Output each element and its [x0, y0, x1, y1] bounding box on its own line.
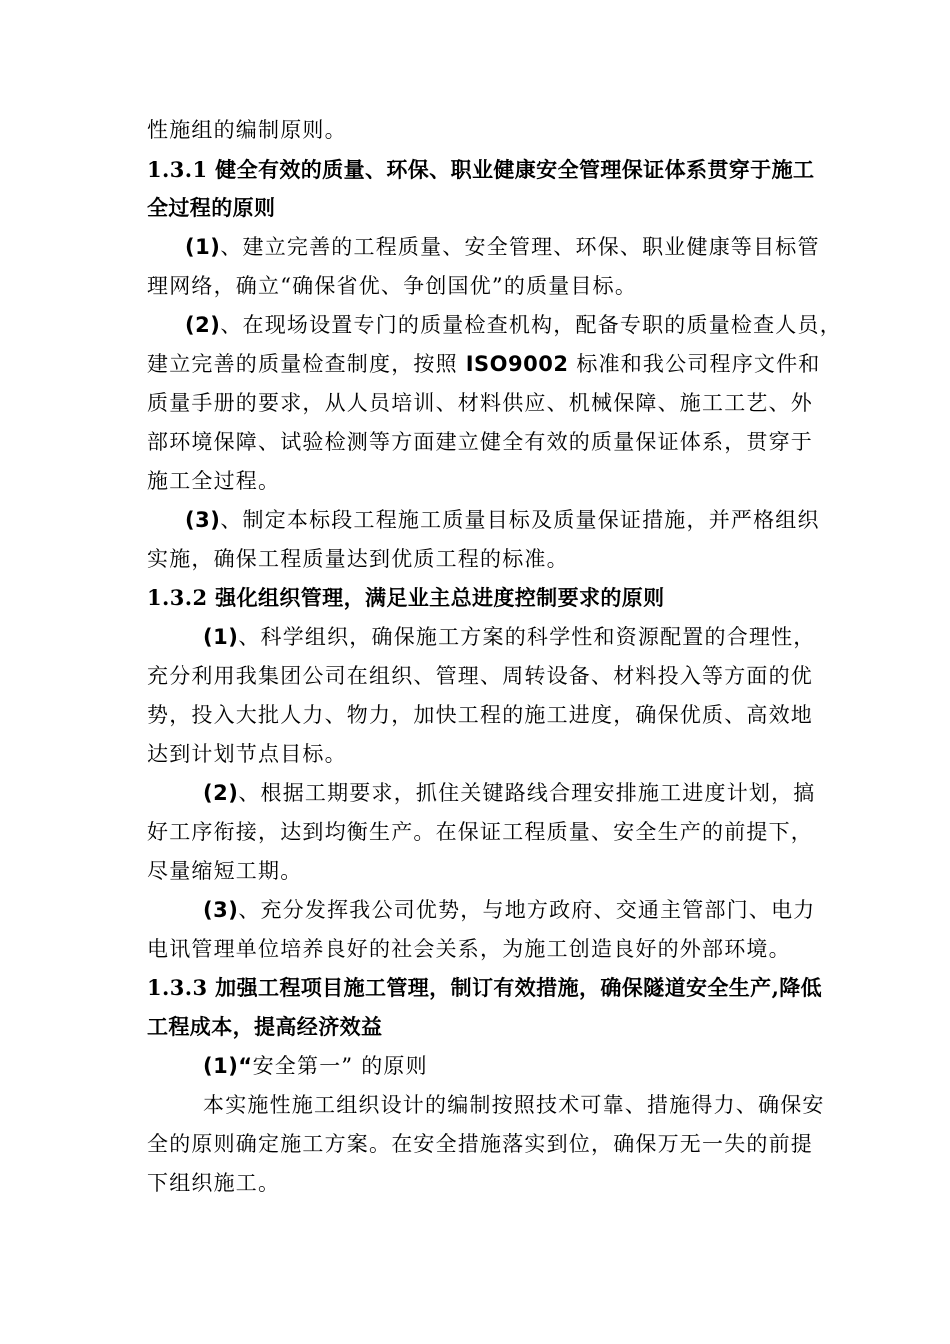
list-item: (3)、制定本标段工程施工质量目标及质量保证措施，并严格组织: [185, 508, 820, 532]
text-line: 建立完善的质量检查制度，按照 ISO9002 标准和我公司程序文件和: [147, 352, 821, 376]
list-item: (3)、充分发挥我公司优势，与地方政府、交通主管部门、电力: [203, 898, 816, 922]
text-line: 好工序衔接，达到均衡生产。在保证工程质量、安全生产的前提下，: [147, 820, 813, 844]
text-line: 电讯管理单位培养良好的社会关系，为施工创造良好的外部环境。: [147, 937, 791, 961]
text-line: 充分利用我集团公司在组织、管理、周转设备、材料投入等方面的优: [147, 664, 813, 688]
text-line: 性施组的编制原则。: [147, 118, 347, 142]
text-line: 全的原则确定施工方案。在安全措施落实到位，确保万无一失的前提: [147, 1132, 813, 1156]
section-heading: 工程成本，提高经济效益: [147, 1014, 383, 1039]
section-heading: 1.3.3 加强工程项目施工管理，制订有效措施，确保隧道安全生产,降低: [147, 975, 823, 1000]
text-line: 下组织施工。: [147, 1171, 281, 1195]
list-item: (2)、根据工期要求，抓住关键路线合理安排施工进度计划，搞: [203, 781, 816, 805]
text-line: 施工全过程。: [147, 469, 281, 493]
list-item: (1)、建立完善的工程质量、安全管理、环保、职业健康等目标管: [185, 235, 820, 259]
paragraph-line: 本实施性施工组织设计的编制按照技术可靠、措施得力、确保安: [203, 1093, 825, 1117]
section-heading: 全过程的原则: [147, 195, 276, 220]
text-line: 实施，确保工程质量达到优质工程的标准。: [147, 547, 569, 571]
text-line: 理网络，确立“确保省优、争创国优”的质量目标。: [147, 274, 638, 298]
list-item: (1)“安全第一” 的原则: [203, 1054, 428, 1078]
text-line: 尽量缩短工期。: [147, 859, 303, 883]
section-heading: 1.3.2 强化组织管理，满足业主总进度控制要求的原则: [147, 585, 665, 610]
section-heading: 1.3.1 健全有效的质量、环保、职业健康安全管理保证体系贯穿于施工: [147, 157, 815, 182]
text-line: 势，投入大批人力、物力，加快工程的施工进度，确保优质、高效地: [147, 703, 813, 727]
text-line: 部环境保障、试验检测等方面建立健全有效的质量保证体系，贯穿于: [147, 430, 813, 454]
list-item: (1)、科学组织，确保施工方案的科学性和资源配置的合理性，: [203, 625, 816, 649]
text-line: 质量手册的要求，从人员培训、材料供应、机械保障、施工工艺、外: [147, 391, 813, 415]
list-item: (2)、在现场设置专门的质量检查机构，配备专职的质量检查人员，: [185, 313, 842, 337]
text-line: 达到计划节点目标。: [147, 742, 347, 766]
